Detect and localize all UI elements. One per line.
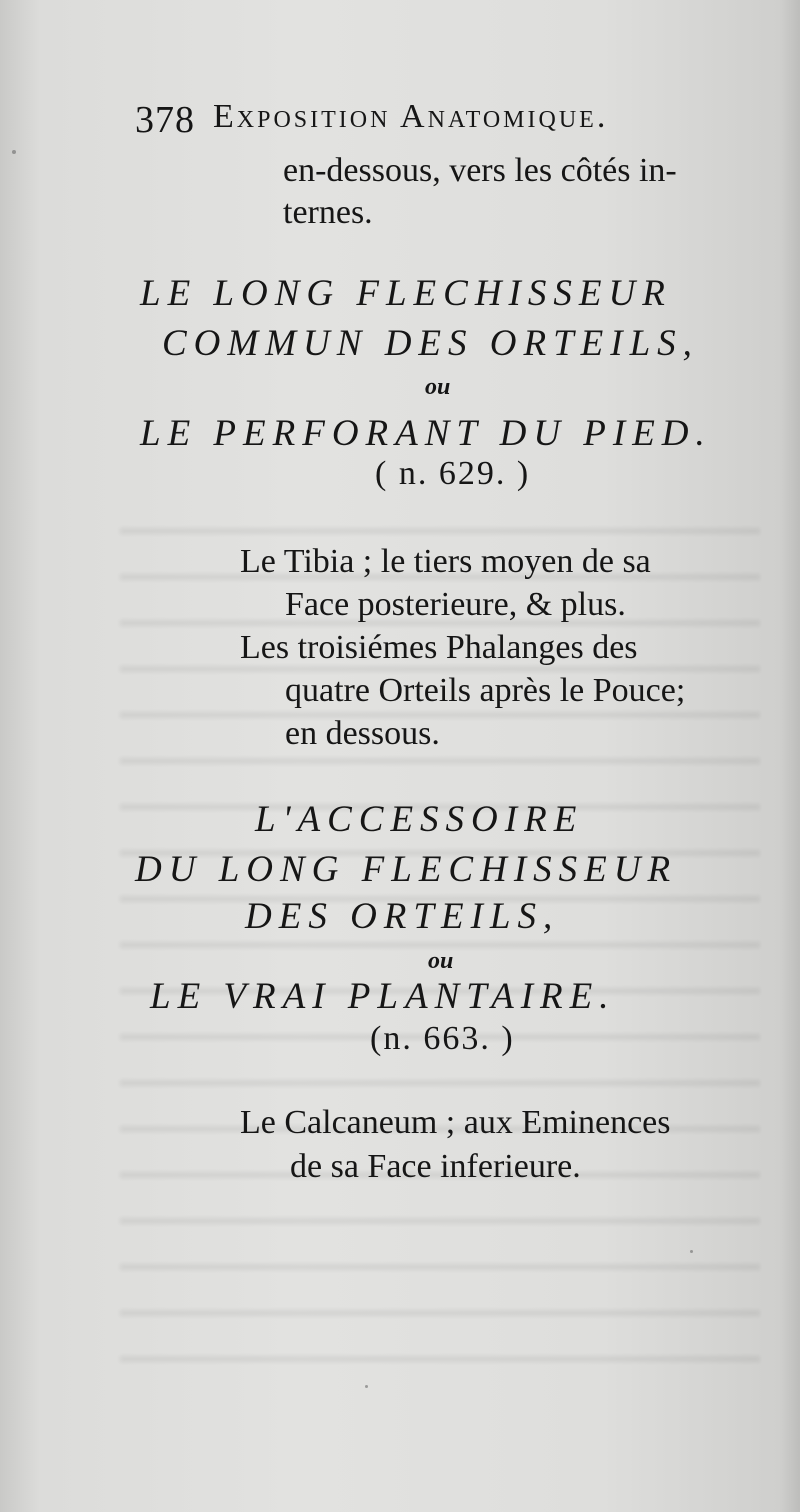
section2-entry1-line-1: Le Calcaneum ; aux Eminences <box>240 1104 671 1141</box>
continuation-line-2: ternes. <box>283 194 373 231</box>
paper-speck <box>12 150 16 154</box>
section2-entry1-line-2: de sa Face inferieure. <box>290 1148 581 1185</box>
section1-entry2-line-2: quatre Orteils après le Pouce; <box>285 672 686 709</box>
section1-title-line-3: LE PERFORANT DU PIED. <box>140 413 712 454</box>
page-number: 378 <box>135 99 195 141</box>
section2-title-line-4: LE VRAI PLANTAIRE. <box>150 976 616 1017</box>
page-header <box>135 98 755 148</box>
running-head: Exposition Anatomique. <box>213 98 609 135</box>
section1-entry1-line-1: Le Tibia ; le tiers moyen de sa <box>240 543 651 580</box>
paper-speck <box>365 1385 368 1388</box>
section1-or: ou <box>425 374 451 400</box>
section2-title-line-2: DU LONG FLECHISSEUR <box>135 849 678 890</box>
section2-title-line-1: L'ACCESSOIRE <box>255 799 584 840</box>
section2-reference: (n. 663. ) <box>370 1020 515 1057</box>
section1-title-line-1: LE LONG FLECHISSEUR <box>140 273 672 314</box>
section1-reference: ( n. 629. ) <box>375 455 531 492</box>
section2-or: ou <box>428 948 454 974</box>
section1-title-line-2: COMMUN DES ORTEILS, <box>162 323 699 364</box>
continuation-line-1: en-dessous, vers les côtés in- <box>283 152 677 189</box>
section2-title-line-3: DES ORTEILS, <box>245 896 560 937</box>
section1-entry2-line-3: en dessous. <box>285 715 440 752</box>
paper-speck <box>690 1250 693 1253</box>
section1-entry1-line-2: Face posterieure, & plus. <box>285 586 626 623</box>
section1-entry2-line-1: Les troisiémes Phalanges des <box>240 629 638 666</box>
